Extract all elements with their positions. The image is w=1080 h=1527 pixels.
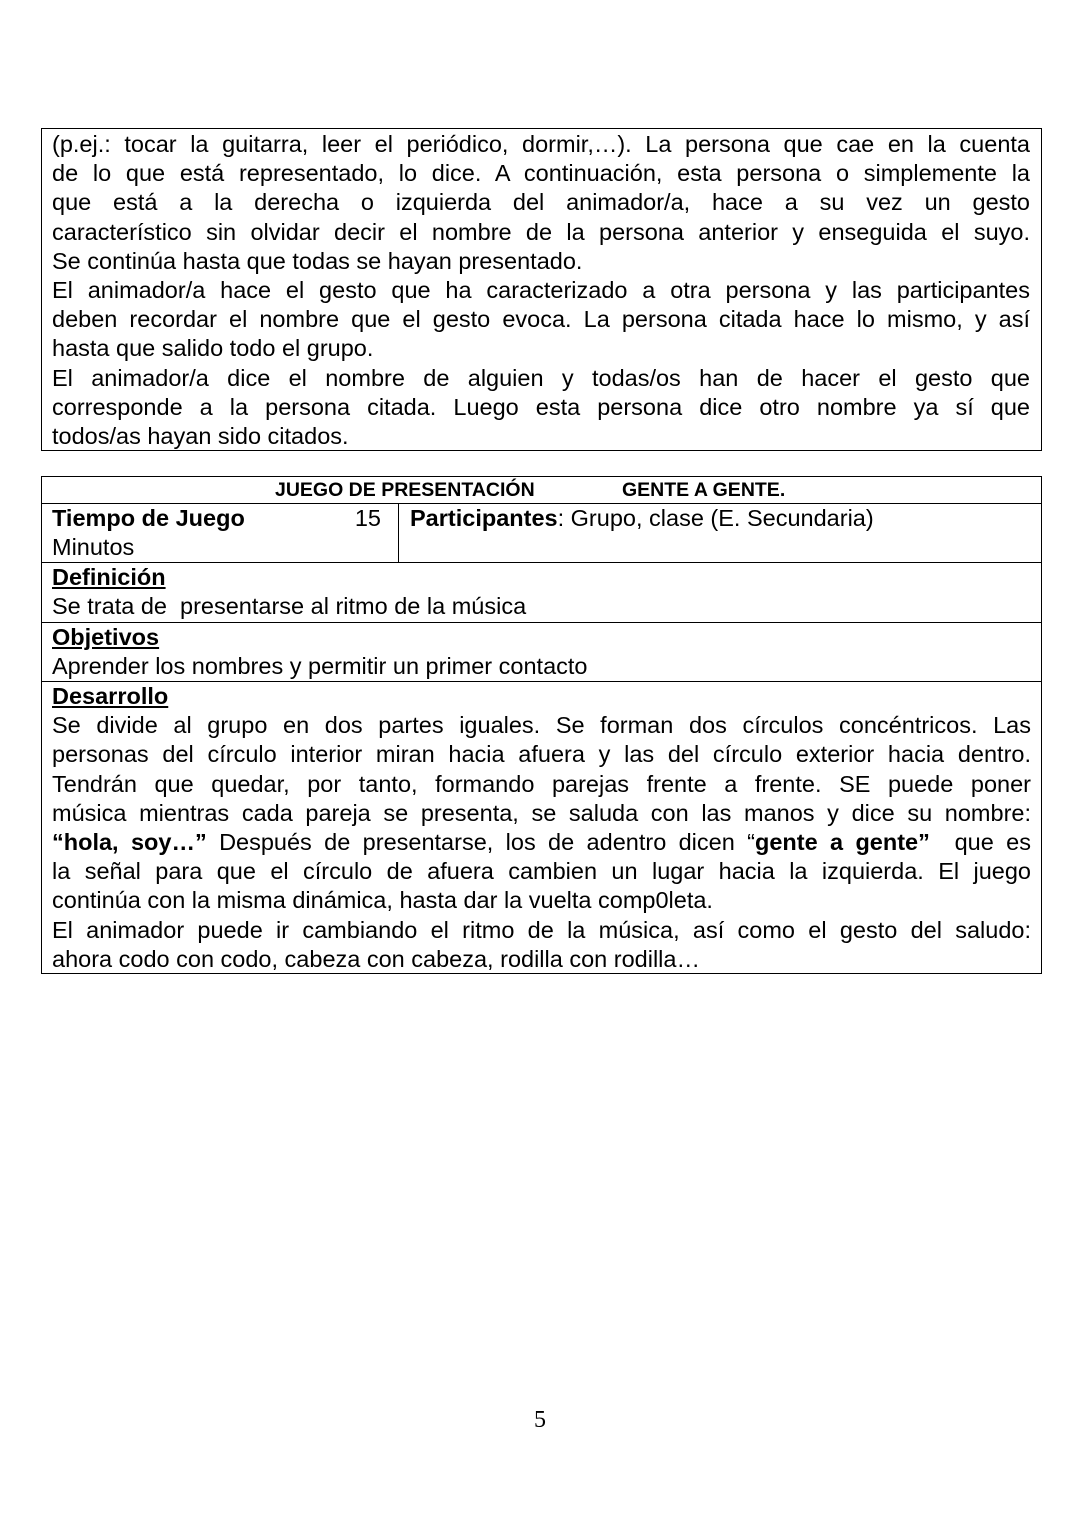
development-line: personas del círculo interior miran hacia afuera y las del círculo exterior hacia dentro. xyxy=(52,741,1031,768)
definition-section xyxy=(42,563,1041,623)
time-label: Tiempo de Juego xyxy=(52,505,245,531)
development-line: continúa con la misma dinámica, hasta dar la vuelta comp0leta. xyxy=(52,887,713,914)
development-line: El animador puede ir cambiando el ritmo de la música, así como el gesto del saludo: xyxy=(52,916,1031,943)
dev-text: Después de presentarse, los de adentro dicen “ xyxy=(206,829,755,856)
time-value: 15 xyxy=(354,505,381,531)
game-table xyxy=(41,476,1042,974)
intro-line: que está a la derecha o izquierda del animador/a, hace a su vez un gesto xyxy=(52,189,1030,216)
participants-value: : Grupo, clase (E. Secundaria) xyxy=(557,505,874,531)
definition-heading: Definición xyxy=(52,564,166,590)
development-line: ahora codo con codo, cabeza con cabeza, rodilla con rodilla… xyxy=(52,945,700,972)
development-line: Se divide al grupo en dos partes iguales. Se forman dos círculos concéntricos. Las xyxy=(52,712,1031,739)
participants-label: Participantes xyxy=(410,505,558,531)
game-title-row xyxy=(42,477,1041,504)
development-line: música mientras cada pareja se presenta, se saluda con las manos y dice su nombre: xyxy=(52,799,1031,826)
time-unit: Minutos xyxy=(52,534,135,560)
page-number: 5 xyxy=(534,1407,546,1433)
intro-line: corresponde a la persona citada. Luego esta persona dice otro nombre ya sí que xyxy=(52,393,1030,420)
intro-line: característico sin olvidar decir el nombre de la persona anterior y enseguida el suyo. xyxy=(52,218,1030,245)
intro-line: (p.ej.: tocar la guitarra, leer el periódico, dormir,…). La persona que cae en la cuenta xyxy=(52,131,1030,157)
dev-bold-quote: gente a gente” xyxy=(754,829,930,856)
game-title: JUEGO DE PRESENTACIÓN xyxy=(275,479,535,501)
intro-line: El animador/a dice el nombre de alguien y todas/os han de hacer el gesto que xyxy=(52,364,1030,391)
development-line: Tendrán que quedar, por tanto, formando parejas frente a frente. SE puede poner xyxy=(52,770,1031,797)
intro-line: deben recordar el nombre que el gesto evoca. La persona citada hace lo mismo, y así xyxy=(52,306,1030,333)
intro-line: de lo que está representado, lo dice. A continuación, esta persona o simplemente la xyxy=(52,160,1030,187)
game-name: GENTE A GENTE. xyxy=(622,479,786,501)
development-heading: Desarrollo xyxy=(52,683,169,709)
participants-cell xyxy=(410,504,874,533)
development-line: la señal para que el círculo de afuera cambien un lugar hacia la izquierda. El juego xyxy=(52,858,1031,885)
dev-bold-quote: “hola, soy…” xyxy=(52,829,207,856)
objectives-text: Aprender los nombres y permitir un primer contacto xyxy=(52,653,588,680)
development-section xyxy=(42,682,1041,974)
intro-line: todos/as hayan sido citados. xyxy=(52,423,349,450)
intro-line: hasta que salido todo el grupo. xyxy=(52,335,374,362)
time-cell xyxy=(42,504,399,562)
objectives-heading: Objetivos xyxy=(52,624,160,650)
definition-text: Se trata de presentarse al ritmo de la música xyxy=(52,593,527,620)
intro-line: El animador/a hace el gesto que ha caracterizado a otra persona y las participantes xyxy=(52,277,1030,304)
intro-text-box xyxy=(41,128,1042,451)
objectives-section xyxy=(42,623,1041,682)
game-meta-row xyxy=(42,504,1041,563)
dev-text: que es xyxy=(929,829,1031,856)
intro-line: Se continúa hasta que todas se hayan presentado. xyxy=(52,247,583,274)
development-line xyxy=(52,828,1031,857)
